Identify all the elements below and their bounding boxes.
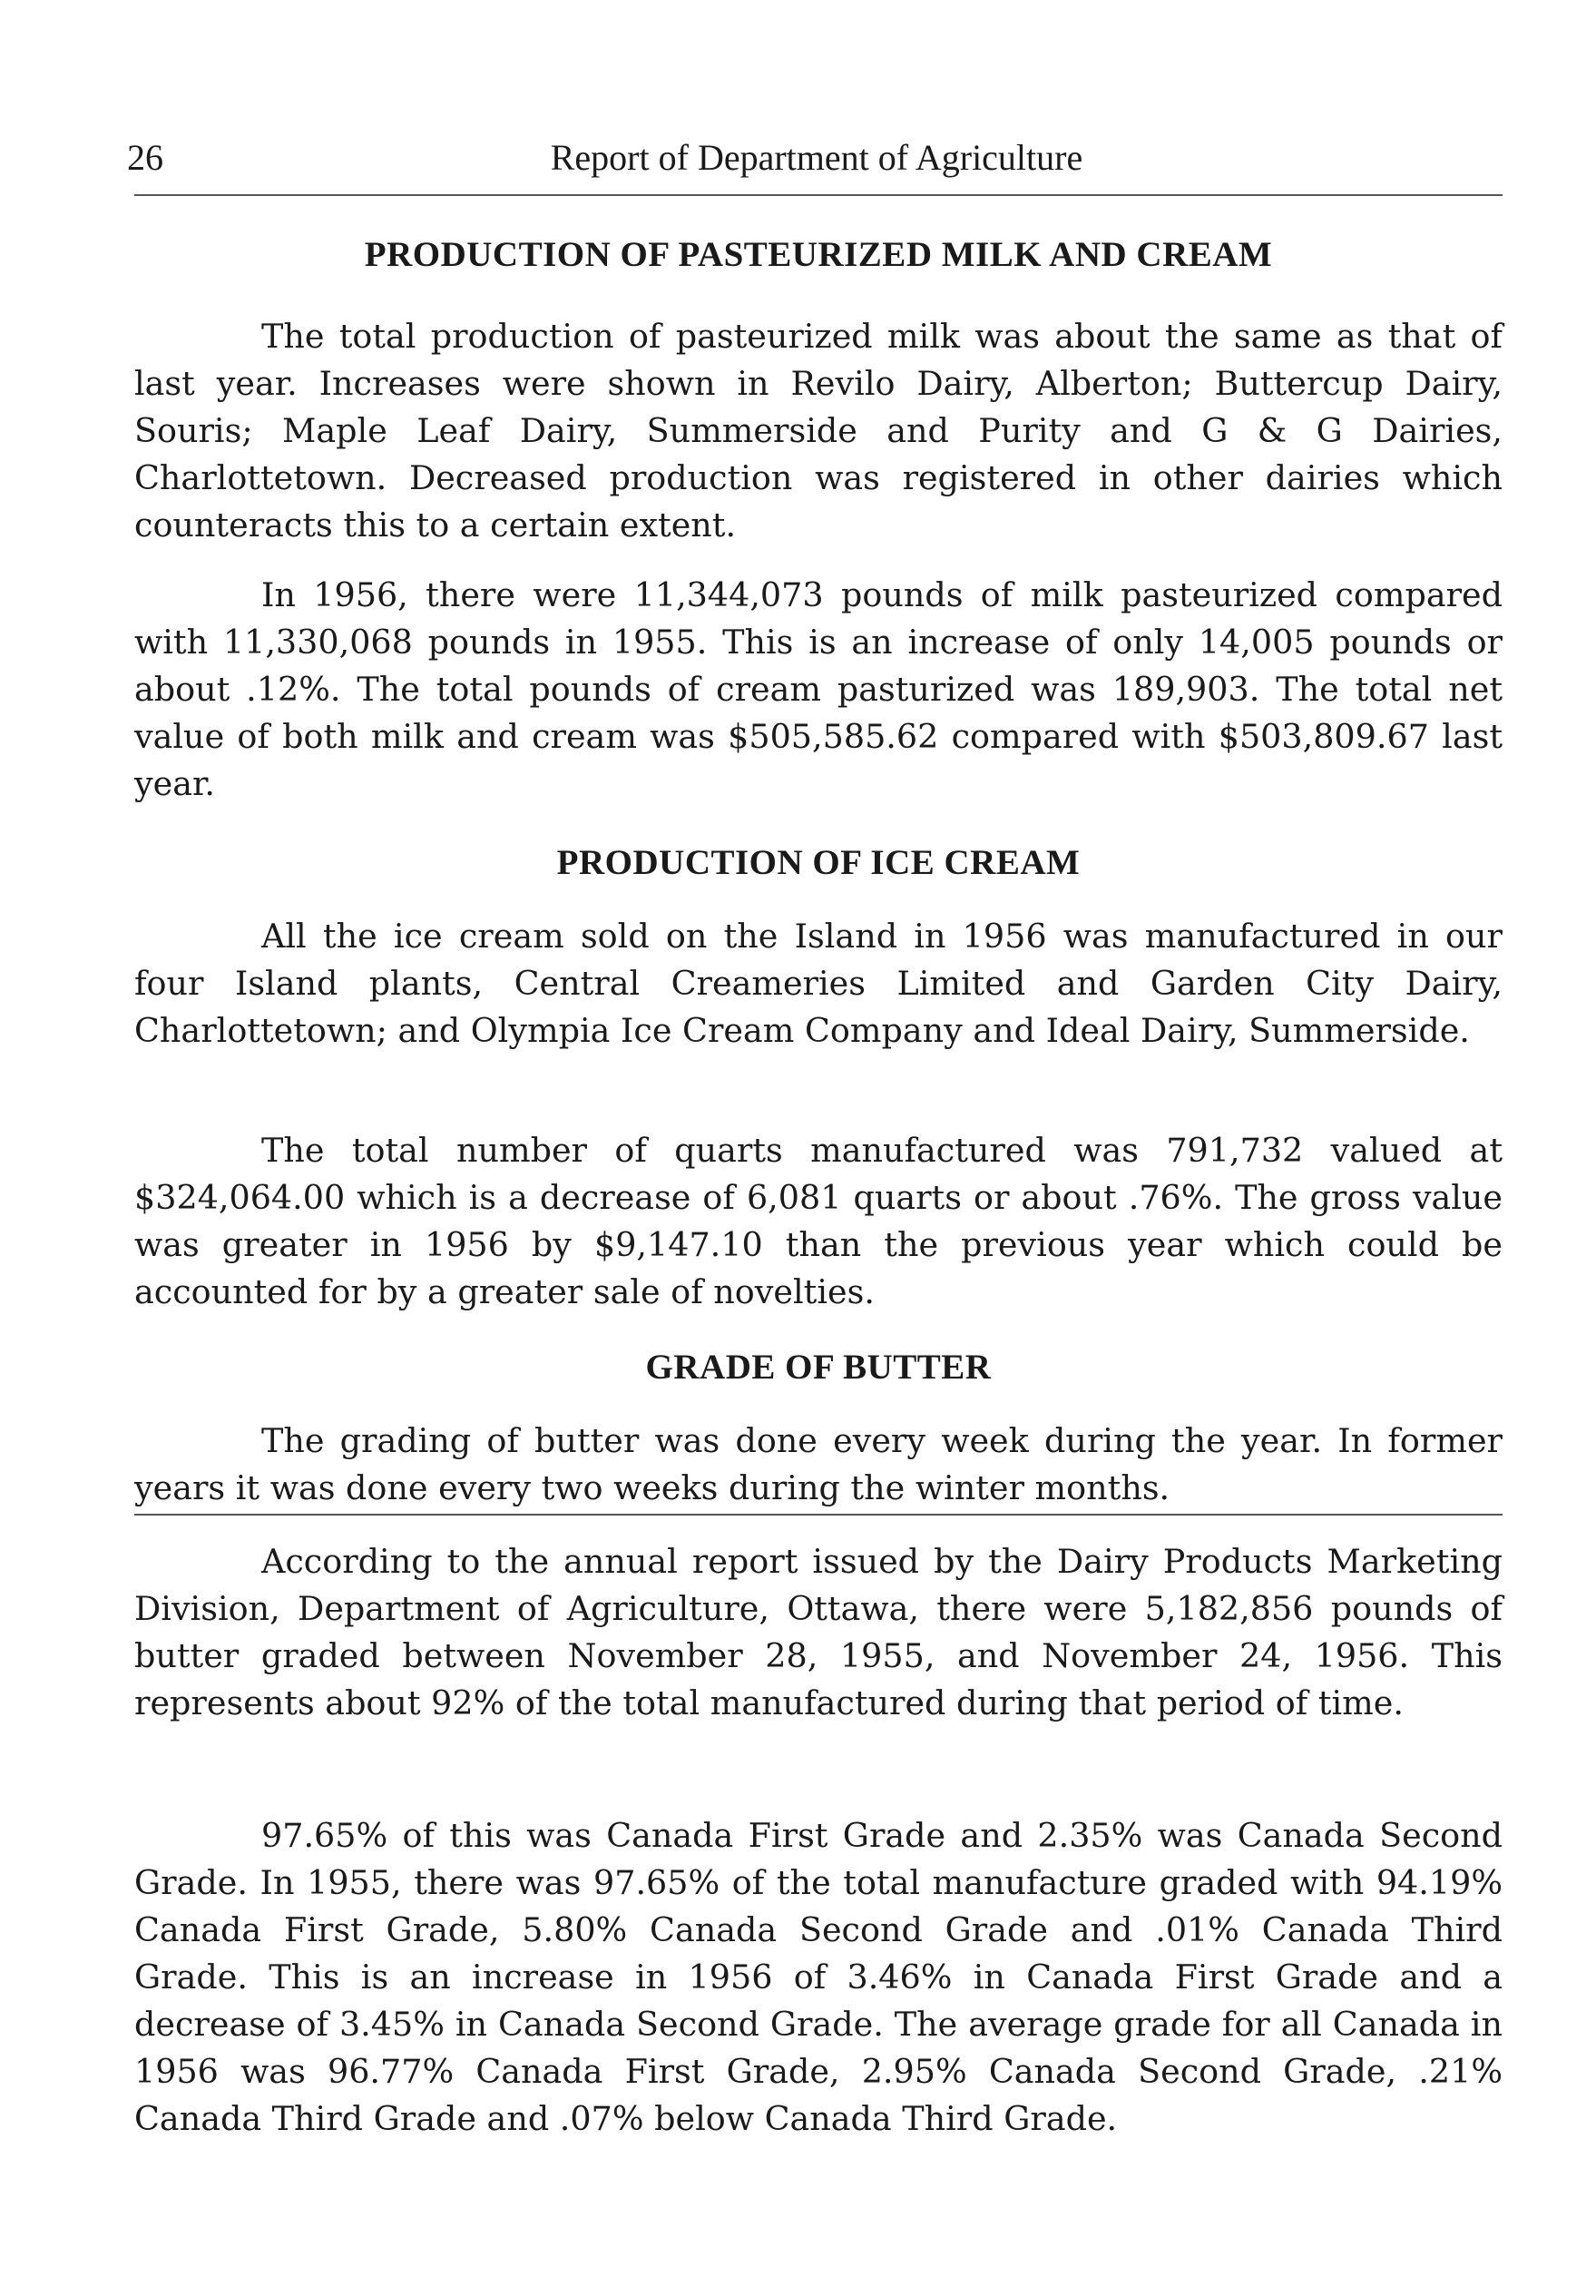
paragraph-butter-2: According to the annual report issued by the Dairy Products Marketing Division, Department of Agriculture, Ottawa, there were 5,182,856 pounds of butter graded between November 28, 1955, and November 24, 1956. This represents about 92% of the total manufactured during that period of time. <box>134 1542 1503 1722</box>
paragraph-pasteurized-2: In 1956, there were 11,344,073 pounds of milk pasteurized compared with 11,330,068 pounds in 1955. This is an increase of only 14,005 pounds or about .12%. The total pounds of cream pasturized was 189,903. The total net value of both milk and cream was $505,585.62 compared with $503,809.67 last year. <box>134 575 1503 803</box>
running-title: Report of Department of Agriculture <box>550 137 1083 178</box>
paragraph-butter-1: The grading of butter was done every week during the year. In former years it was done every two weeks during the winter months. <box>134 1421 1503 1507</box>
running-head <box>127 136 1506 191</box>
heading-ice-cream: PRODUCTION OF ICE CREAM <box>556 843 1081 882</box>
heading-pasteurized: PRODUCTION OF PASTEURIZED MILK AND CREAM <box>364 235 1273 274</box>
paragraph-ice-cream-1: All the ice cream sold on the Island in 1956 was manufactured in our four Island plants, Central Creameries Limited and Garden City Dairy, Charlottetown; and Olympia Ice Cream Company and Ideal Dairy, Summerside. <box>134 917 1503 1050</box>
paragraph-butter-3: 97.65% of this was Canada First Grade and 2.35% was Canada Second Grade. In 1955, there was 97.65% of the total manufacture graded with 94.19% Canada First Grade, 5.80% Canada Second Grade and .01% Canada Third Grade. This is an increase in 1956 of 3.46% in Canada First Grade and a decrease of 3.45% in Canada Second Grade. The average grade for all Canada in 1956 was 96.77% Canada First Grade, 2.95% Canada Second Grade, .21% Canada Third Grade and .07% below Canada Third Grade. <box>134 1816 1503 2138</box>
header-rule <box>134 194 1503 196</box>
page-number: 26 <box>127 137 163 178</box>
section-rule <box>134 1514 1503 1516</box>
heading-butter: GRADE OF BUTTER <box>645 1348 992 1387</box>
paragraph-ice-cream-2: The total number of quarts manufactured was 791,732 valued at $324,064.00 which is a decrease of 6,081 quarts or about .76%. The gross value was greater in 1956 by $9,147.10 than the previous year which could be accounted for by a greater sale of novelties. <box>134 1131 1503 1311</box>
paragraph-pasteurized-1: The total production of pasteurized milk was about the same as that of last year. Increases were shown in Revilo Dairy, Alberton; Buttercup Dairy, Souris; Maple Leaf Dairy, Summerside and Purity and G & G Dairies, Charlottetown. Decreased production was registered in other dairies which counteracts this to a certain extent. <box>134 317 1503 545</box>
